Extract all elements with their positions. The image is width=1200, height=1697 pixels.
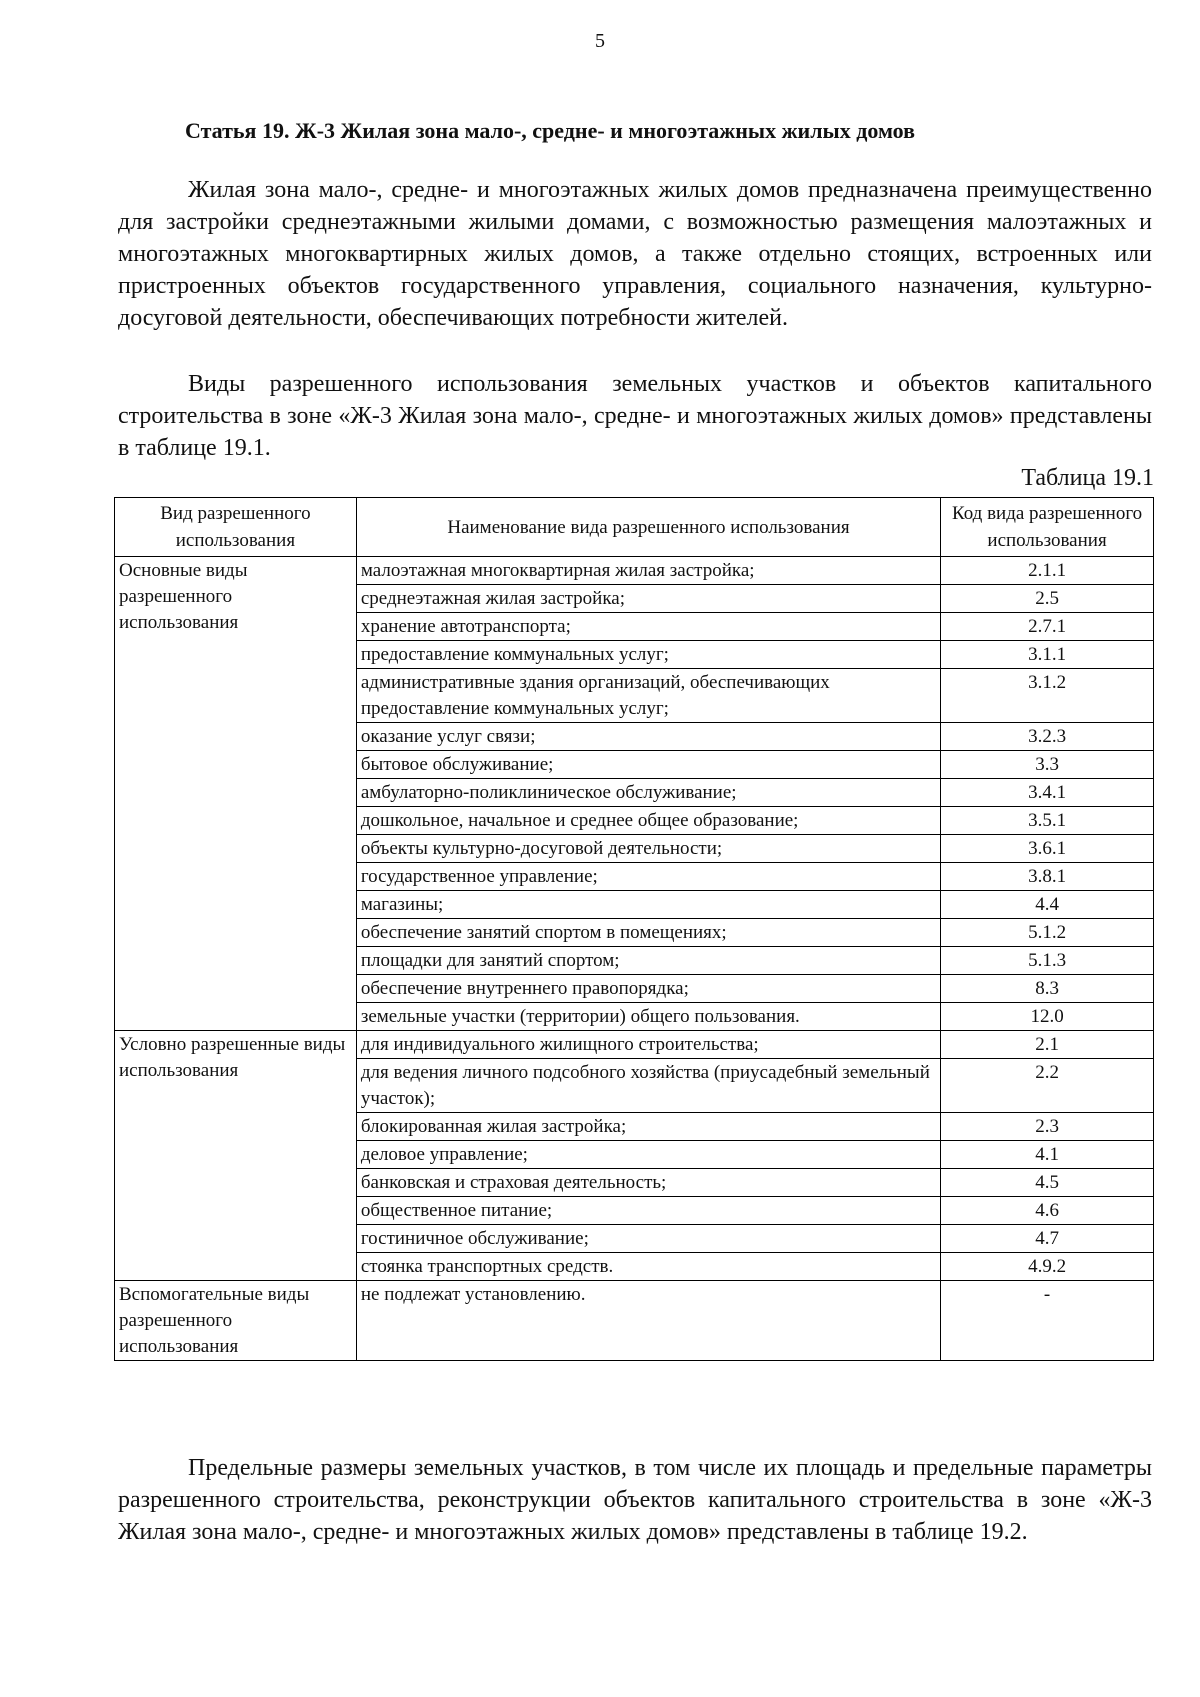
use-code-cell: 4.1 [941,1141,1154,1169]
use-name-cell: земельные участки (территории) общего пользования. [356,1003,940,1031]
use-name-cell: гостиничное обслуживание; [356,1225,940,1253]
use-name-cell: обеспечение внутреннего правопорядка; [356,975,940,1003]
use-code-cell: 3.5.1 [941,807,1154,835]
header-use-type: Вид разрешенного использования [115,498,357,557]
use-name-cell: бытовое обслуживание; [356,751,940,779]
use-name-cell: государственное управление; [356,863,940,891]
use-code-cell: - [941,1281,1154,1361]
use-name-cell: среднеэтажная жилая застройка; [356,585,940,613]
use-code-cell: 3.3 [941,751,1154,779]
use-code-cell: 2.5 [941,585,1154,613]
use-code-cell: 3.8.1 [941,863,1154,891]
use-name-cell: дошкольное, начальное и среднее общее образование; [356,807,940,835]
use-code-cell: 3.4.1 [941,779,1154,807]
use-name-cell: малоэтажная многоквартирная жилая застройка; [356,557,940,585]
use-name-cell: площадки для занятий спортом; [356,947,940,975]
use-code-cell: 12.0 [941,1003,1154,1031]
use-group-label: Вспомогательные виды разрешенного использования [115,1281,357,1361]
header-use-name: Наименование вида разрешенного использования [356,498,940,557]
table-header-row [115,498,1154,557]
page-number: 5 [595,30,605,52]
closing-paragraph: Предельные размеры земельных участков, в том числе их площадь и предельные параметры разрешенного строительства, реконструкции объектов капитального строительства в зоне «Ж-3 Жилая зона мало-, средне- и многоэтажных жилых домов» представлены в таблице 19.2. [118,1455,1152,1545]
use-code-cell: 4.4 [941,891,1154,919]
table-row [115,557,1154,585]
table-row [115,1281,1154,1361]
use-code-cell: 5.1.3 [941,947,1154,975]
use-code-cell: 2.7.1 [941,613,1154,641]
use-group-label: Условно разрешенные виды использования [115,1031,357,1281]
use-code-cell: 8.3 [941,975,1154,1003]
use-name-cell: административные здания организаций, обеспечивающих предоставление коммунальных услуг; [356,669,940,723]
use-name-cell: объекты культурно-досуговой деятельности; [356,835,940,863]
use-name-cell: блокированная жилая застройка; [356,1113,940,1141]
table-body [115,557,1154,1361]
intro-paragraph: Жилая зона мало-, средне- и многоэтажных жилых домов предназначена преимущественно для застройки среднеэтажными жилыми домами, с возможностью размещения малоэтажных и многоэтажных многоквартирных жилых домов, а также отдельно стоящих, встроенных или пристроенных объектов государственного управления, социального назначения, культурно-досуговой деятельности, обеспечивающих потребности жителей. [118,177,1152,331]
use-name-cell: предоставление коммунальных услуг; [356,641,940,669]
use-name-cell: амбулаторно-поликлиническое обслуживание; [356,779,940,807]
article-heading: Статья 19. Ж-3 Жилая зона мало-, средне- и многоэтажных жилых домов [185,118,915,143]
permitted-use-table [114,497,1154,1361]
use-name-cell: банковская и страховая деятельность; [356,1169,940,1197]
table-caption: Таблица 19.1 [1021,465,1154,491]
table-reference-paragraph: Виды разрешенного использования земельных участков и объектов капитального строительства в зоне «Ж-3 Жилая зона мало-, средне- и многоэтажных жилых домов» представлены в таблице 19.1. [118,371,1152,461]
use-code-cell: 2.1.1 [941,557,1154,585]
use-name-cell: магазины; [356,891,940,919]
use-name-cell: для индивидуального жилищного строительства; [356,1031,940,1059]
use-code-cell: 3.1.2 [941,669,1154,723]
header-use-code: Код вида разрешенного использования [941,498,1154,557]
use-name-cell: общественное питание; [356,1197,940,1225]
use-group-label: Основные виды разрешенного использования [115,557,357,1031]
use-name-cell: обеспечение занятий спортом в помещениях; [356,919,940,947]
use-name-cell: деловое управление; [356,1141,940,1169]
use-code-cell: 5.1.2 [941,919,1154,947]
use-name-cell: не подлежат установлению. [356,1281,940,1361]
use-code-cell: 2.3 [941,1113,1154,1141]
use-code-cell: 4.6 [941,1197,1154,1225]
use-code-cell: 2.1 [941,1031,1154,1059]
use-name-cell: для ведения личного подсобного хозяйства (приусадебный земельный участок); [356,1059,940,1113]
use-code-cell: 4.5 [941,1169,1154,1197]
use-code-cell: 4.7 [941,1225,1154,1253]
use-code-cell: 4.9.2 [941,1253,1154,1281]
use-code-cell: 3.6.1 [941,835,1154,863]
use-name-cell: хранение автотранспорта; [356,613,940,641]
use-code-cell: 2.2 [941,1059,1154,1113]
use-code-cell: 3.1.1 [941,641,1154,669]
table-row [115,1031,1154,1059]
use-name-cell: стоянка транспортных средств. [356,1253,940,1281]
use-name-cell: оказание услуг связи; [356,723,940,751]
use-code-cell: 3.2.3 [941,723,1154,751]
